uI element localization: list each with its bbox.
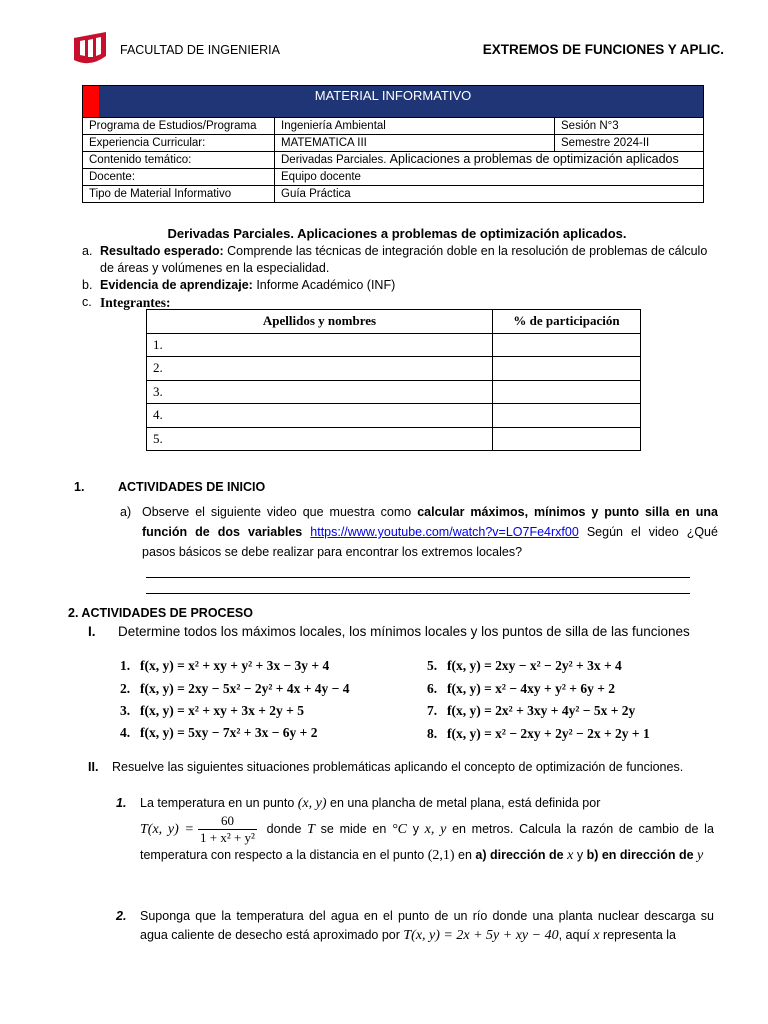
math-fragment: x [567,848,574,863]
item-label: Evidencia de aprendizaje: [100,278,253,292]
exercise-marker: II. [88,760,99,774]
info-value: MATEMATICA III [275,135,555,152]
document-title: Derivadas Parciales. Aplicaciones a problemas de optimización aplicados. [167,226,627,241]
info-extra: Semestre 2024-II [555,135,704,152]
activity-text: Observe el siguiente video que muestra como [142,505,412,519]
exercise-text: Determine todos los máximos locales, los mínimos locales y los puntos de silla de las funciones [118,624,690,639]
member-name-cell[interactable]: 2. [147,357,493,381]
objectives-list [82,243,712,312]
function-number: 5. [427,658,438,673]
problem-fragment: y [412,821,419,836]
info-row [83,152,704,169]
problem-fragment: Suponga que la temperatura del agua en el punto de un río donde una planta nuclear descarga su agua caliente de desecho está aproximado por [140,909,714,942]
video-link[interactable]: https://www.youtube.com/watch?v=LO7Fe4rxf00 [310,525,579,539]
fraction [198,813,257,846]
item-label: Resultado esperado: [100,244,224,258]
math-fragment: x, y [424,821,447,837]
exercise-text: Resuelve las siguientes situaciones problemáticas aplicando el concepto de optimización de funciones. [112,760,684,774]
info-banner [83,86,704,118]
function-item [120,658,329,674]
problem-text [116,907,714,945]
function-expression: f(x, y) = x² + xy + 3x + 2y + 5 [140,703,304,718]
problem-text [116,794,714,865]
section-title: ACTIVIDADES DE INICIO [118,480,266,494]
member-percent-cell[interactable] [493,357,641,381]
function-item [427,726,650,742]
problem-fragment: en metros. Calcula la razón de cambio de la temperatura con respecto a la distancia en el punto [140,821,714,862]
info-label: Docente: [83,169,275,186]
table-row [147,333,641,357]
banner-accent [83,86,99,117]
function-expression: f(x, y) = x² − 2xy + 2y² − 2x + 2y + 1 [447,726,650,741]
item-text: Comprende las técnicas de integración doble en la resolución de problemas de cálculo de áreas y volúmenes en la especialidad. [100,244,708,275]
math-fragment: T [307,821,315,837]
problem-fragment: se mide en [320,821,387,836]
info-extra: Sesión N°3 [555,118,704,135]
math-fragment: (2,1) [427,848,455,863]
function-item [120,681,350,697]
list-marker: b. [82,278,93,292]
member-percent-cell[interactable] [493,404,641,428]
problem-fragment: y [576,848,584,862]
list-item [82,277,712,294]
answer-line[interactable] [146,580,690,594]
function-number: 8. [427,726,438,741]
info-value [275,152,704,169]
info-value-b: Aplicaciones a problemas de optimización aplicados [389,152,679,166]
page-header [74,30,724,70]
info-label: Programa de Estudios/Programa [83,118,275,135]
function-item [427,681,615,697]
section-heading [74,477,718,497]
problem-marker: 2. [116,909,127,923]
info-table [82,85,704,203]
activity-marker: a) [120,505,132,519]
problem-fragment: La temperatura en un punto [140,796,295,810]
info-row [83,135,704,152]
header-title: EXTREMOS DE FUNCIONES Y APLIC. [482,42,724,57]
list-marker: c. [82,295,92,309]
info-value: Equipo docente [275,169,704,186]
math-fragment: T(x, y) = [140,821,194,837]
function-expression: f(x, y) = 2x² + 3xy + 4y² − 5x + 2y [447,703,636,718]
section-inicio [74,477,718,594]
function-number: 1. [120,658,131,673]
problem-fragment: representa la [603,928,677,942]
problem-fragment: en una plancha de metal plana, está definida por [330,796,601,810]
problem-bold: a) dirección de [475,848,564,862]
math-fragment: °C [392,821,407,837]
university-logo [74,32,106,68]
activity-question: Según el video ¿Qué pasos básicos se debe realizar para encontrar los extremos locales? [142,525,718,559]
math-fragment: y [697,848,704,863]
problem-bold: b) en dirección de [586,848,694,862]
function-expression: f(x, y) = 2xy − x² − 2y² + 3x + 4 [447,658,622,673]
member-name-cell[interactable]: 1. [147,333,493,357]
function-number: 2. [120,681,131,696]
banner-title: MATERIAL INFORMATIVO [314,88,472,103]
list-marker: a. [82,244,93,258]
function-item [427,658,622,674]
table-row [147,380,641,404]
fraction-numerator: 60 [198,813,257,830]
item-text: Informe Académico (INF) [256,278,396,292]
section-number: 1. [74,480,85,494]
member-name-cell[interactable]: 3. [147,380,493,404]
function-number: 4. [120,725,131,740]
function-item [120,725,318,741]
problem-fragment: , aquí [558,928,590,942]
info-value: Guía Práctica [275,186,704,203]
exercise-marker: I. [88,624,96,639]
function-number: 7. [427,703,438,718]
info-label: Contenido temático: [83,152,275,169]
members-table [146,309,641,451]
section-title: 2. ACTIVIDADES DE PROCESO [68,606,253,620]
member-percent-cell[interactable] [493,333,641,357]
item-label: Integrantes: [100,295,171,310]
math-fragment: (x, y) [297,796,327,811]
math-fragment: T(x, y) = 2x + 5y + xy − 40 [403,928,559,943]
function-number: 6. [427,681,438,696]
activity-item [74,502,718,562]
problem-1 [116,794,714,865]
function-expression: f(x, y) = 2xy − 5x² − 2y² + 4x + 4y − 4 [140,681,350,696]
function-expression: f(x, y) = x² + xy + y² + 3x − 3y + 4 [140,658,330,673]
info-row [83,118,704,135]
member-name-cell[interactable]: 5. [147,427,493,451]
function-expression: f(x, y) = x² − 4xy + y² + 6y + 2 [447,681,616,696]
function-expression: f(x, y) = 5xy − 7x² + 3x − 6y + 2 [140,725,318,740]
info-value-a: Derivadas Parciales. [281,154,387,166]
function-item [427,703,635,719]
table-row [147,357,641,381]
members-header-name: Apellidos y nombres [147,310,493,334]
info-label: Experiencia Curricular: [83,135,275,152]
fraction-denominator: 1 + x² + y² [199,830,255,845]
info-value: Ingeniería Ambiental [275,118,555,135]
problem-fragment: donde [266,821,302,836]
problem-marker: 1. [116,796,127,810]
info-label: Tipo de Material Informativo [83,186,275,203]
problem-fragment: en [458,848,472,862]
exercise-I [68,624,718,639]
members-header-percent: % de participación [493,310,641,334]
table-row [147,404,641,428]
math-fragment: x [593,928,600,943]
exercise-II [88,758,714,777]
member-percent-cell[interactable] [493,380,641,404]
function-item [120,703,304,719]
member-percent-cell[interactable] [493,427,641,451]
table-row [147,427,641,451]
info-row [83,169,704,186]
activity-bold: calcular máximos, mínimos y punto silla en una función de dos variables [142,505,718,539]
member-name-cell[interactable]: 4. [147,404,493,428]
answer-line[interactable] [146,564,690,578]
section-proceso [68,606,718,639]
list-item [82,243,712,277]
problem-2 [116,907,714,945]
function-number: 3. [120,703,131,718]
info-row [83,186,704,203]
faculty-name: FACULTAD DE INGENIERIA [120,43,280,57]
